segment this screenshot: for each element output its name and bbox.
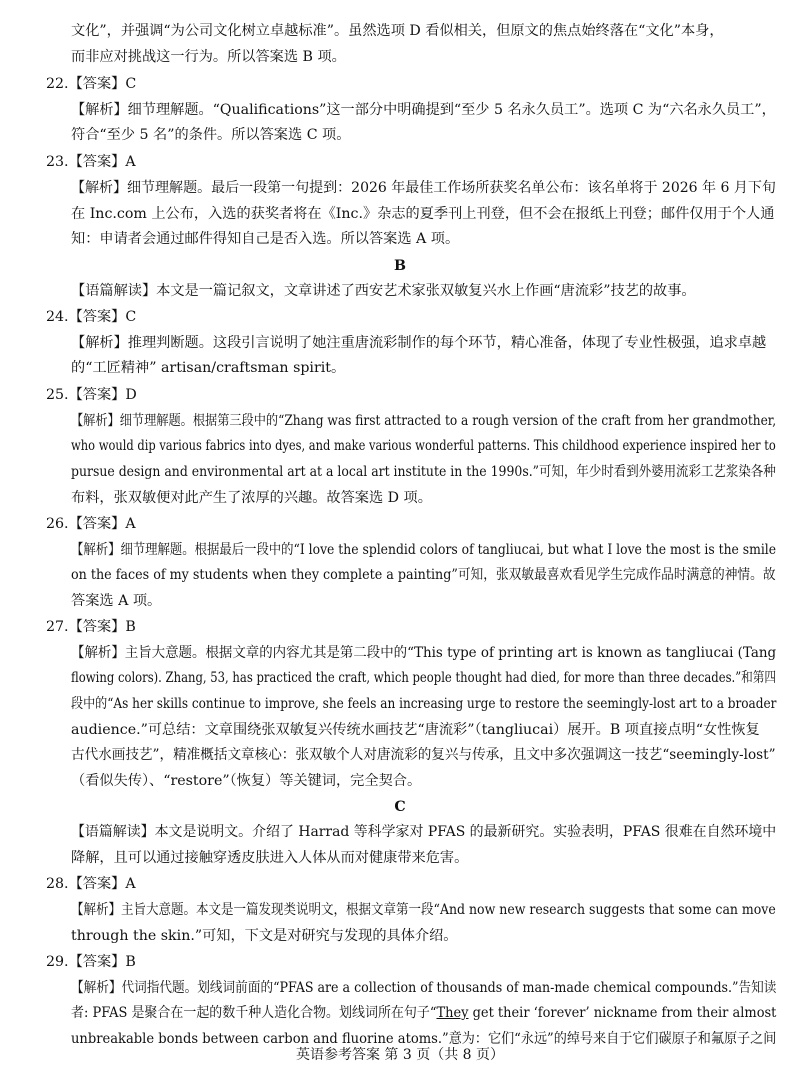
text-line: who would dip various fabrics into dyes, and make various wonderful patterns. This childhood experience inspired her to bbox=[71, 438, 776, 454]
answer-heading-25: 25.【答案】D bbox=[46, 387, 137, 403]
text-line: 在 Inc.com 上公布，入选的获奖者将在《Inc.》杂志的夏季刊上刊登，但不会在报纸上刊登；邮件仅用于个人通 bbox=[71, 206, 775, 222]
answer-heading-24: 24.【答案】C bbox=[46, 309, 137, 325]
text-line: flowing colors). Zhang, 53, has practiced the craft, which people thought had died, for more than three decades.”和第四 bbox=[71, 670, 776, 686]
text-line: audience.”可总结：文章围绕张双敏复兴传统水画技艺“唐流彩”（tangliucai）展开。B 项直接点明“女性恢复 bbox=[71, 722, 760, 738]
text-line: 【解析】主旨大意题。根据文章的内容尤其是第二段中的“This type of printing art is known as tangliucai (Tang bbox=[71, 645, 777, 661]
answer-heading-29: 29.【答案】B bbox=[46, 954, 136, 970]
answer-heading-23: 23.【答案】A bbox=[46, 154, 136, 170]
text-line: unbreakable bonds between carbon and fluorine atoms.”意为：它们“永远”的绰号来自于它们碳原子和氟原子之间 bbox=[71, 1031, 777, 1047]
text-line: 的“工匠精神” artisan/craftsman spirit。 bbox=[71, 360, 346, 376]
text-line: 【解析】细节理解题。“Qualifications”这一部分中明确提到“至少 5 名永久员工”。选项 C 为“六名永久员工”， bbox=[71, 102, 776, 118]
text-line: 【解析】细节理解题。根据最后一段中的“I love the splendid colors of tangliucai, but what I love the most is the smile bbox=[71, 542, 777, 558]
text-line: 段中的“As her skills continue to improve, she feels an increasing urge to restore the seemingly-lost art to a broader bbox=[71, 696, 777, 712]
section-heading-b: B bbox=[394, 258, 406, 274]
text-line: （看似失传）、“restore”（恢复）等关键词，完全契合。 bbox=[71, 773, 422, 789]
text-line: 知：申请者会通过邮件得知自己是否入选。所以答案选 A 项。 bbox=[71, 231, 460, 247]
text-line: 【解析】代词指代题。划线词前面的“PFAS are a collection of thousands of man-made chemical compounds.”告知读 bbox=[71, 980, 777, 996]
text-line: 文化”，并强调“为公司文化树立卓越标准”。虽然选项 D 看似相关，但原文的焦点始终落在“文化”本身， bbox=[71, 23, 724, 39]
answer-heading-28: 28.【答案】A bbox=[46, 876, 136, 892]
answer-heading-27: 27.【答案】B bbox=[46, 619, 136, 635]
section-heading-c: C bbox=[394, 799, 406, 815]
text-line: 而非应对挑战这一行为。所以答案选 B 项。 bbox=[71, 49, 346, 65]
answer-heading-22: 22.【答案】C bbox=[46, 76, 137, 92]
text-segment: 者: PFAS 是聚合在一起的数千种人造化合物。划线词所在句子“ bbox=[71, 1005, 437, 1021]
underlined-word: They bbox=[436, 1005, 469, 1021]
text-line: 【解析】主旨大意题。本文是一篇发现类说明文，根据文章第一段“And now new research suggests that some can move bbox=[71, 902, 776, 918]
text-segment: get their ‘forever’ nickname from their almost bbox=[468, 1005, 777, 1021]
text-line: 符合“至少 5 名”的条件。所以答案选 C 项。 bbox=[71, 127, 351, 143]
passage-intro-c-cont: 降解，且可以通过接触穿透皮肤进入人体从而对健康带来危害。 bbox=[71, 850, 469, 866]
text-line: 古代水画技艺”，精准概括文章核心：张双敏个人对唐流彩的复兴与传承，且文中多次强调这一技艺“seemingly-lost” bbox=[71, 747, 776, 763]
text-line: 【解析】细节理解题。根据第三段中的“Zhang was first attracted to a rough version of the craft from her grandmother, bbox=[71, 413, 777, 429]
passage-intro-c: 【语篇解读】本文是说明文。介绍了 Harrad 等科学家对 PFAS 的最新研究。实验表明，PFAS 很难在自然环境中 bbox=[71, 824, 777, 840]
text-line-with-underline bbox=[71, 1003, 776, 1023]
text-line: 【解析】推理判断题。这段引言说明了她注重唐流彩制作的每个环节，精心准备，体现了专业性极强，追求卓越 bbox=[71, 335, 767, 351]
text-line: 【解析】细节理解题。最后一段第一句提到：2026 年最佳工作场所获奖名单公布：该名单将于 2026 年 6 月下旬 bbox=[71, 180, 776, 196]
text-line: through the skin.”可知，下文是对研究与发现的具体介绍。 bbox=[71, 928, 458, 944]
text-line: pursue design and environmental art at a local art institute in the 1990s.”可知，年少时看到外婆用流彩工艺浆染各种 bbox=[71, 464, 776, 480]
page-footer: 英语参考答案 第 3 页（共 8 页） bbox=[295, 1047, 505, 1063]
text-line: on the faces of my students when they complete a painting”可知，张双敏最喜欢看见学生完成作品时满意的神情。故 bbox=[71, 567, 776, 583]
passage-intro-b: 【语篇解读】本文是一篇记叙文，文章讲述了西安艺术家张双敏复兴水上作画“唐流彩”技艺的故事。 bbox=[71, 283, 696, 299]
text-line: 答案选 A 项。 bbox=[71, 593, 162, 609]
text-line: 布料，张双敏便对此产生了浓厚的兴趣。故答案选 D 项。 bbox=[71, 490, 432, 506]
answer-heading-26: 26.【答案】A bbox=[46, 516, 136, 532]
